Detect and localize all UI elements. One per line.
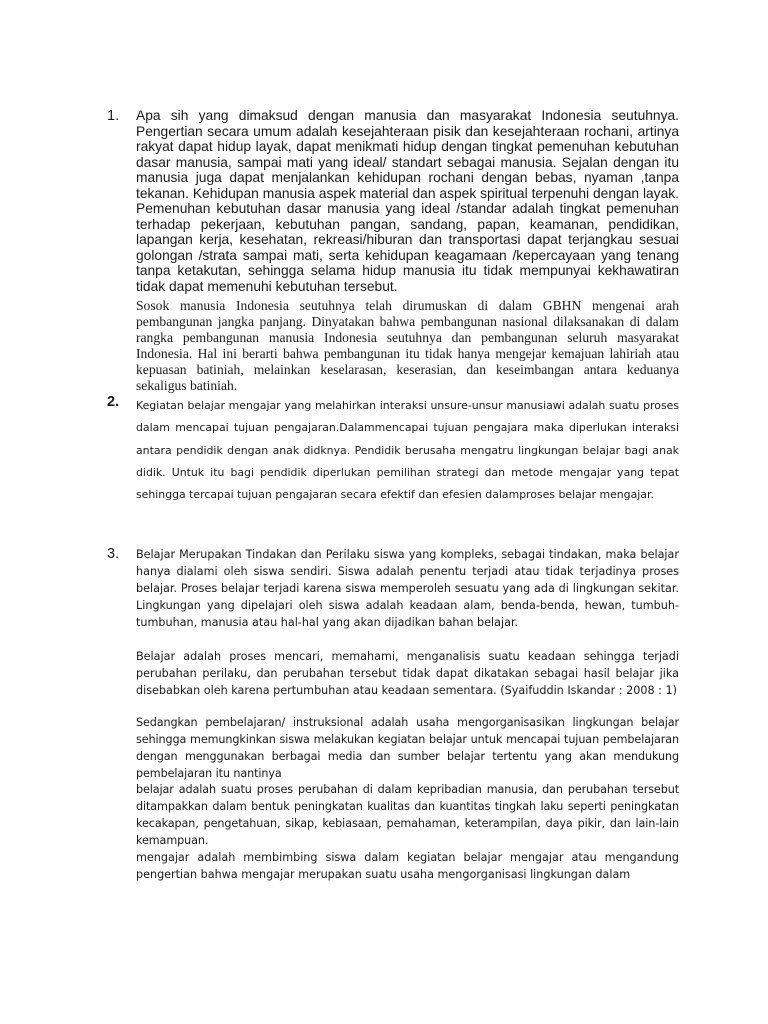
item-3-paragraph-1: Belajar Merupakan Tindakan dan Perilaku siswa yang kompleks, sebagai tindakan, maka belajar hanya dialami oleh siswa sendiri. Siswa adalah penentu terjadi atau tidak terjadinya proses belajar. Proses belajar terjadi karena siswa memperoleh sesuatu yang ada di lingkungan sekitar. Lingkungan yang dipelajari oleh siswa adalah keadaan alam, benda-benda, hewan, tumbuh-tumbuhan, manusia atau hal-hal yang akan dijadikan bahan belajar. (136, 548, 679, 629)
item-2-paragraph-1: Kegiatan belajar mengajar yang melahirkan interaksi unsure-unsur manusiawi adalah suatu proses dalam mencapai tujuan pengajaran.Dalammencapai tujuan pengajara maka diperlukan interaksi antara pendidik dengan anak didknya. Pendidik berusaha mengatru lingkungan belajar bagi anak didik. Untuk itu bagi pendidik diperlukan pemilihan strategi dan metode mengajar yang tepat sehingga tercapai tujuan pengajaran secara efektif dan efesien dalamproses belajar mengajar. (136, 399, 679, 502)
item-1-paragraph-2: Sosok manusia Indonesia seutuhnya telah dirumuskan di dalam GBHN mengenai arah pembangunan jangka panjang. Dinyatakan bahwa pembangunan nasional dilaksanakan di dalam rangka pembangunan manusia Indonesia seutuhnya dan pembangunan seluruh masyarakat Indonesia. Hal ini berarti bahwa pembangunan itu tidak hanya mengejar kemajuan lahiriah atau kepuasan batiniah, melainkan keselarasan, keserasian, dan keseimbangan antara keduanya sekaligus batiniah. (136, 298, 679, 394)
item-3-paragraph-4: belajar adalah suatu proses perubahan di dalam kepribadian manusia, dan perubahan tersebut ditampakkan dalam bentuk peningkatan kualitas dan kuantitas tingkah laku seperti peningkatan kecakapan, pengetahuan, sikap, kebiasaan, pemahaman, keterampilan, daya pikir, dan lain-lain kemampuan. (136, 783, 679, 847)
list-number-3: 3. (107, 546, 120, 562)
item-1-paragraph-1: Apa sih yang dimaksud dengan manusia dan masyarakat Indonesia seutuhnya. Pengertian secara umum adalah kesejahteraan pisik dan kesejahteraan rochani, artinya rakyat dapat hidup layak, dapat menikmati hidup dengan tingkat pemenuhan kebutuhan dasar manusia, sampai mati yang ideal/ standart sebagai manusia. Sejalan dengan itu manusia juga dapat menjalankan kehidupan rochani dengan bebas, nyaman ,tanpa tekanan. Kehidupan manusia aspek material dan aspek spiritual terpenuhi dengan layak. Pemenuhan kebutuhan dasar manusia yang ideal /standar adalah tingkat pemenuhan terhadap pekerjaan, kebutuhan pangan, sandang, papan, keamanan, pendidikan, lapangan kerja, kesehatan, rekreasi/hiburan dan transportasi dapat terjangkau sesuai golongan /strata sampai mati, serta kehidupan keagamaan /kepercayaan yang tenang tanpa ketakutan, sehingga selama hidup manusia itu tidak mempunyai kekhawatiran tidak dapat memenuhi kebutuhan tersebut. (136, 108, 679, 294)
item-3-paragraph-5: mengajar adalah membimbing siswa dalam kegiatan belajar mengajar atau mengandung pengertian bahwa mengajar merupakan suatu usaha mengorganisasi lingkungan dalam (136, 851, 679, 881)
list-number-2: 2. (107, 394, 120, 410)
list-number-1: 1. (107, 108, 120, 124)
item-3-paragraph-3: Sedangkan pembelajaran/ instruksional adalah usaha mengorganisasikan lingkungan belajar sehingga memungkinkan siswa melakukan kegiatan belajar untuk mencapai tujuan pembelajaran dengan menggunakan berbagai media dan sumber belajar tertentu yang akan mendukung pembelajaran itu nantinya (136, 716, 679, 780)
item-3-paragraph-2: Belajar adalah proses mencari, memahami, menganalisis suatu keadaan sehingga terjadi perubahan perilaku, dan perubahan tersebut tidak dapat dikatakan sebagai hasil belajar jika disebabkan oleh karena pertumbuhan atau keadaan sementara. (Syaifuddin Iskandar : 2008 : 1) (136, 650, 679, 697)
